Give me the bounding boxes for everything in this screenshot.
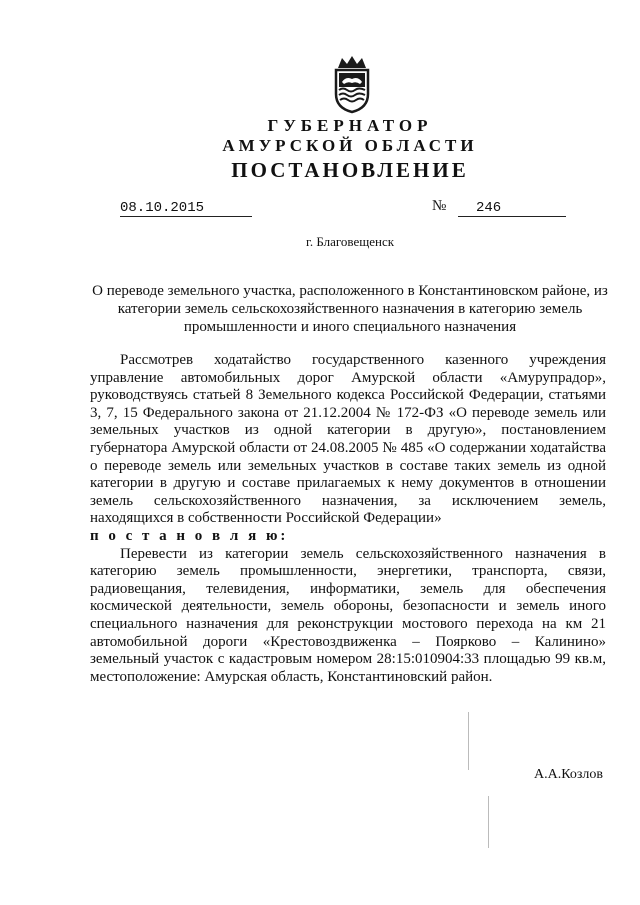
document-number: 246	[476, 200, 502, 216]
scan-artifact-line	[488, 796, 489, 848]
number-underline	[458, 216, 566, 217]
number-label: №	[432, 198, 447, 214]
resolve-keyword: п о с т а н о в л я ю:	[90, 527, 289, 544]
document-type: ПОСТАНОВЛЕНИЕ	[231, 158, 469, 182]
issuer-region: АМУРСКОЙ ОБЛАСТИ	[222, 136, 478, 155]
preamble-paragraph: Рассмотрев ходатайство государственного казенного учреждения управление автомобильных дорог Амурской области «Амурупрадор», руководствуясь статьей 8 Земельного кодекса Российской Федерации, статьями 3, 7, 15 Федерального закона от 21.12.2004 № 172-ФЗ «О переводе земель или земельных участков из одной категории в другую», постановлением губернатора Амурской области от 24.08.2005 № 485 «О содержании ходатайства о переводе земель или земельных участков в составе таких земель из одной категории в другую и составе прилагаемых к нему документов в отношении земель сельскохозяйственного назначения, за исключением земель, находящихся в собственности Российской Федерации»	[90, 352, 606, 527]
document-title: О переводе земельного участка, расположенного в Константиновском районе, из категории земель сельскохозяйственного назначения в категорию земель промышленности и иного специального назначения	[92, 283, 608, 335]
coat-of-arms-icon	[328, 54, 376, 114]
scan-artifact-line	[468, 712, 469, 770]
signatory-name: А.А.Козлов	[534, 767, 603, 782]
issue-city: г. Благовещенск	[305, 234, 395, 249]
issuer-title: ГУБЕРНАТОР	[267, 116, 433, 135]
document-body	[90, 352, 606, 686]
document-date: 08.10.2015	[120, 200, 205, 216]
decision-paragraph: Перевести из категории земель сельскохозяйственного назначения в категорию земель промышленности, энергетики, транспорта, связи, радиовещания, телевидения, информатики, земель для обеспечения космической деятельности, земель обороны, безопасности и земель иного специального назначения для реконструкции мостового перехода на км 21 автомобильной дороги «Крестовоздвиженка – Поярково – Калинино» земельный участок с кадастровым номером 28:15:010904:33 площадью 99 кв.м, местоположение: Амурская область, Константиновский район.	[90, 545, 606, 685]
date-underline	[120, 216, 252, 217]
